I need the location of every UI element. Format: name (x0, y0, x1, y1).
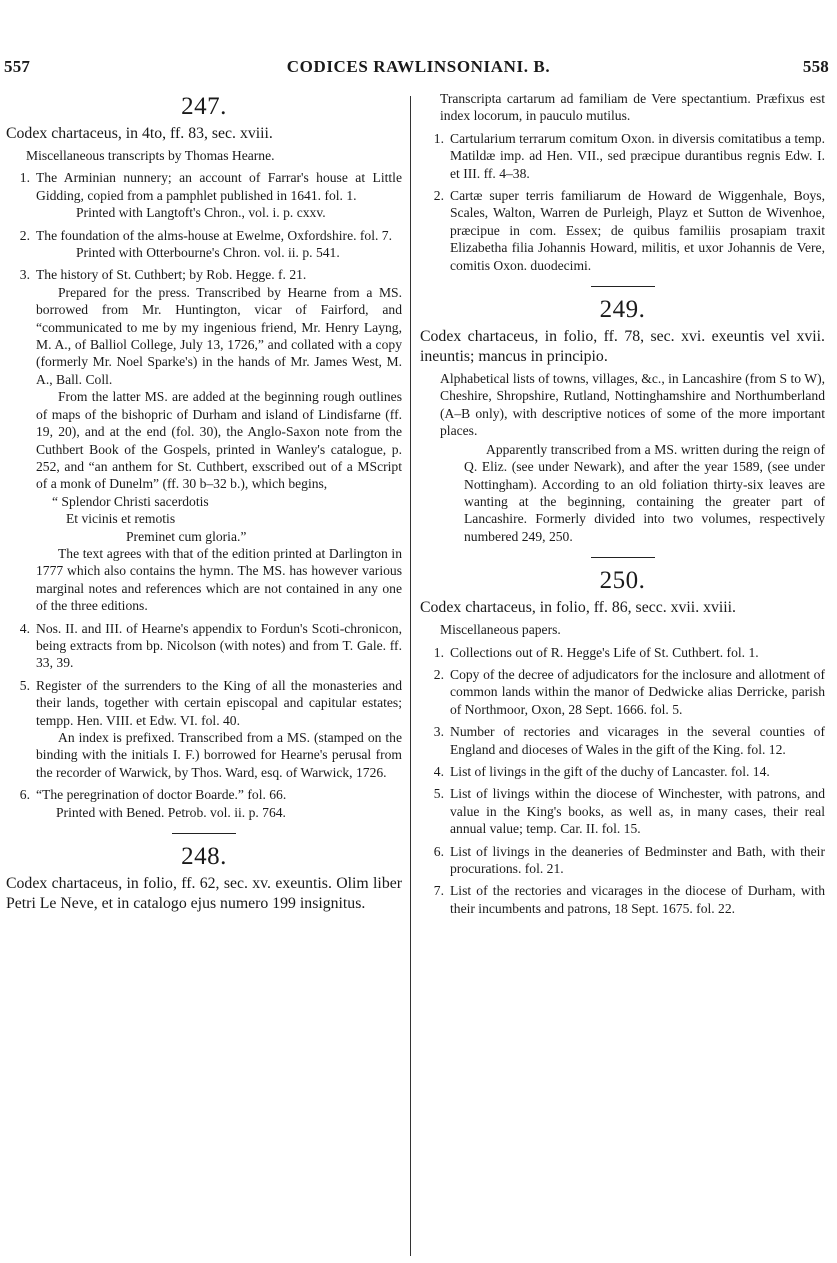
item-number: 7. (433, 883, 444, 899)
verse-line: Preminet cum gloria.” (126, 528, 247, 544)
item-note: From the latter MS. are added at the beginning rough outlines of maps of the bishopric of Durham and island of Lindisfarne (ff. 19, 20), and at the end (fol. 30), the Anglo-Saxon note from the Cuthbert Book of the Gospels, printed in Wanley's catalogue, p. 252, and “an anthem for St. Cuthbert, exscribed out of a MScript of a monk of Dunelm” (ff. 30 b–32 b.), which begins, (36, 389, 402, 492)
codex-description-247: Codex chartaceus, in 4to, ff. 83, sec. xviii. (6, 125, 273, 142)
item-text: Register of the surrenders to the King of all the monasteries and their lands, together with certain episcopal and capitular estates; tempp. Hen. VIII. et Edw. VI. fol. 40. (36, 677, 402, 728)
list-item (420, 666, 825, 718)
item-text: Cartæ super terris familiarum de Howard de Wiggenhale, Boys, Scales, Walton, Warren de Purleigh, Playz et Sutton de Wivenhoe, præcipue in com. Essex; de quibus familiis prosapiam traxit Elizabetha filia Johannis Howard, militis, et uxor Johannis de Vere, comitis Oxon. duodecimi. (450, 188, 825, 273)
right-column (420, 90, 825, 917)
item-text: List of livings in the deaneries of Bedminster and Bath, with their procurations. fol. 21. (450, 843, 825, 876)
contents-summary-250: Miscellaneous papers. (440, 622, 561, 638)
item-number: 3. (19, 267, 30, 283)
verse-line: Et vicinis et remotis (66, 511, 176, 527)
item-number: 5. (433, 786, 444, 802)
item-note: The text agrees with that of the edition printed at Darlington in 1777 which also contains the hymn. The MS. has however various marginal notes and references which are not contained in any one of the three editions. (36, 545, 402, 614)
item-text: The foundation of the alms-house at Ewelme, Oxfordshire. fol. 7. (36, 227, 392, 243)
continuation-248: Transcripta cartarum ad familiam de Vere spectantium. Præfixus est index locorum, in pauculo mutilus. (440, 91, 825, 124)
codex-description-248: Codex chartaceus, in folio, ff. 62, sec. xv. exeuntis. Olim liber Petri Le Neve, et in catalogo ejus numero 199 insignitus. (6, 875, 402, 913)
item-text: The Arminian nunnery; an account of Farrar's house at Little Gidding, copied from a pamphlet published in 1641. fol. 1. (36, 170, 402, 203)
list-item (420, 785, 825, 837)
entry-number-247: 247. (181, 93, 227, 120)
item-number: 2. (19, 227, 30, 243)
item-text: Nos. II. and III. of Hearne's appendix to Fordun's Scoti-chronicon, being extracts from bp. Nicolson (with notes) and from T. Gale. ff. 33, 39. (36, 620, 402, 671)
item-text: Cartularium terrarum comitum Oxon. in diversis comitatibus a temp. Matildæ imp. ad Hen. VII., sed præcipue durantibus regnis Edw. I. et III. ff. 4–38. (450, 130, 825, 181)
entry-number-250: 250. (599, 567, 646, 595)
item-text: List of livings within the diocese of Winchester, with patrons, and value in the King's books, as well as, in many cases, their real annual value; temp. Car. II. fol. 15. (450, 786, 825, 837)
list-item (6, 266, 402, 614)
running-header (0, 57, 837, 81)
item-number: 6. (19, 787, 30, 803)
page-number-right: 558 (802, 57, 829, 76)
item-number: 5. (19, 677, 30, 693)
list-item (420, 843, 825, 878)
item-note: An index is prefixed. Transcribed from a MS. (stamped on the binding with the initials I. F.) borrowed for Hearne's perusal from the recorder of Warwick, by Thos. Ward, esq. of Warwick, 1726. (36, 730, 402, 780)
entry-number-248: 248. (181, 843, 227, 871)
verse-line: “ Splendor Christi sacerdotis (52, 493, 209, 509)
codex-description-250: Codex chartaceus, in folio, ff. 86, secc. xvii. xviii. (420, 599, 737, 617)
item-text: “The peregrination of doctor Boarde.” fol. 66. (36, 787, 287, 803)
item-note: Prepared for the press. Transcribed by Hearne from a MS. borrowed from Mr. Huntington, vicar of Fairford, and “communicated to me by my ingenious friend, Mr. Henry Layng, M. A., of Balliol College, July 13, 1726,” and collated with a copy (formerly Mr. Noel Sparke's) in the hands of Mr. James West, M. A., Ball. Coll. (36, 284, 402, 387)
left-column (6, 90, 402, 917)
item-number: 4. (19, 620, 30, 636)
item-number: 3. (433, 724, 444, 740)
item-text: Copy of the decree of adjudicators for the inclosure and allotment of common lands within the manor of Dedwicke alias Derricke, parish of Northmoor, Oxon, 28 Sept. 1666. fol. 5. (450, 666, 825, 717)
item-text: Number of rectories and vicarages in the several counties of England and dioceses of Wales in the gift of the King. fol. 12. (450, 724, 825, 757)
item-number: 1. (19, 170, 30, 186)
list-item (420, 644, 825, 661)
item-number: 1. (433, 644, 444, 660)
item-number: 6. (433, 843, 444, 859)
item-number: 4. (433, 763, 444, 779)
codex-description-249: Codex chartaceus, in folio, ff. 78, sec. xvi. exeuntis vel xvii. ineuntis; mancus in principio. (420, 328, 825, 366)
item-text: Collections out of R. Hegge's Life of St. Cuthbert. fol. 1. (450, 644, 759, 660)
page-number-left: 557 (4, 57, 31, 76)
item-number: 2. (433, 666, 444, 682)
contents-summary-247: Miscellaneous transcripts by Thomas Hearne. (26, 148, 275, 163)
list-item (6, 227, 402, 262)
item-note: Apparently transcribed from a MS. written during the reign of Q. Eliz. (see under Newark), and after the year 1589, (see under Nottingham). According to an old foliation thirty-six leaves are wanting at the beginning, containing the greater part of Lancashire. Formerly divided into two volumes, respectively numbered 249, 250. (464, 441, 825, 544)
list-item (420, 882, 825, 917)
list-item (6, 169, 402, 221)
item-note: Printed with Langtoft's Chron., vol. i. p. cxxv. (76, 205, 326, 221)
section-separator (172, 833, 236, 834)
item-text: The history of St. Cuthbert; by Rob. Hegge. f. 21. (36, 267, 307, 283)
list-item (420, 723, 825, 758)
item-text: List of livings in the gift of the duchy of Lancaster. fol. 14. (450, 763, 770, 779)
entry-number-249: 249. (599, 296, 646, 324)
section-separator (591, 557, 655, 558)
list-item (6, 677, 402, 781)
list-item (420, 187, 825, 274)
list-item (6, 786, 402, 821)
list-item (420, 763, 825, 780)
item-note: Printed with Otterbourne's Chron. vol. ii. p. 541. (76, 245, 340, 261)
running-title: CODICES RAWLINSONIANI. B. (286, 57, 551, 76)
list-item (420, 130, 825, 182)
item-text: List of the rectories and vicarages in the diocese of Durham, with their incumbents and patrons, 18 Sept. 1675. fol. 22. (450, 883, 825, 916)
column-divider (410, 96, 411, 1256)
item-number: 2. (433, 188, 444, 204)
list-item (6, 620, 402, 672)
item-note: Printed with Bened. Petrob. vol. ii. p. 764. (56, 804, 286, 820)
item-number: 1. (433, 130, 444, 146)
section-separator (591, 286, 655, 287)
contents-summary-249: Alphabetical lists of towns, villages, &c., in Lancashire (from S to W), Cheshire, Shropshire, Rutland, Nottinghamshire and Northumberland (A–B only), with descriptive notices of some of the more important places. (440, 371, 825, 439)
